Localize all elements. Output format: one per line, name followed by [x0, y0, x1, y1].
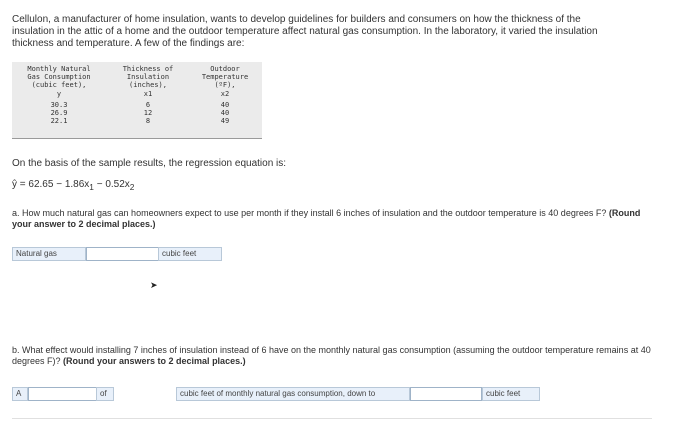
- natural-gas-label: Natural gas: [12, 247, 86, 261]
- regression-intro: On the basis of the sample results, the regression equation is:: [12, 158, 287, 169]
- natural-gas-input[interactable]: [86, 247, 162, 261]
- column-outdoor-temperature: [188, 65, 262, 125]
- answer-b-prefix-label: A: [12, 387, 28, 401]
- new-consumption-input[interactable]: [410, 387, 482, 401]
- intro-line: Cellulon, a manufacturer of home insulation, wants to develop guidelines for builders and consumers on how the thickness of the: [12, 14, 581, 25]
- column-symbol: x2: [220, 90, 230, 98]
- table-cell: 40: [220, 101, 230, 109]
- column-header: Temperature: [201, 73, 249, 81]
- column-header: Monthly Natural: [27, 65, 91, 73]
- column-header: Outdoor: [210, 65, 240, 73]
- table-cell: 49: [220, 117, 230, 125]
- table-cell: 26.9: [50, 109, 68, 117]
- column-header: (cubic feet),: [31, 81, 87, 89]
- column-header: (ºF),: [214, 81, 236, 89]
- question-b-text: b. What effect would installing 7 inches of insulation instead of 6 have on the monthly natural gas consumption (assuming the outdoor temperature remains at 40 degrees F)?: [12, 345, 651, 366]
- intro-line: thickness and temperature. A few of the findings are:: [12, 38, 245, 49]
- column-header: (inches),: [129, 81, 167, 89]
- consumption-down-to-label: cubic feet of monthly natural gas consumption, down to: [176, 387, 410, 401]
- column-header: Insulation: [126, 73, 170, 81]
- column-insulation-thickness: [108, 65, 188, 125]
- y-hat: ŷ: [12, 179, 17, 190]
- change-amount-input[interactable]: [28, 387, 100, 401]
- table-cell: 12: [143, 109, 153, 117]
- question-b-instruction: (Round your answers to 2 decimal places.): [63, 356, 246, 366]
- question-a-instruction: (Round your answer to 2 decimal places.): [12, 208, 641, 229]
- column-symbol: y: [56, 90, 62, 98]
- table-cell: 8: [145, 117, 151, 125]
- column-header: Thickness of: [122, 65, 174, 73]
- question-a: [12, 208, 652, 230]
- column-header: Gas Consumption: [27, 73, 91, 81]
- column-symbol: x1: [143, 90, 153, 98]
- problem-intro: [12, 14, 652, 50]
- table-cell: 40: [220, 109, 230, 117]
- findings-table: [12, 62, 262, 139]
- table-cell: 6: [145, 101, 151, 109]
- question-a-text: a. How much natural gas can homeowners expect to use per month if they install 6 inches of insulation and the outdoor temperature is 40 degrees F?: [12, 208, 609, 218]
- equation-subscript: 1: [89, 182, 94, 192]
- cubic-feet-unit-b: cubic feet: [482, 387, 540, 401]
- of-label: of: [96, 387, 114, 401]
- equation-part: = 62.65 − 1.86x: [17, 179, 90, 190]
- regression-equation: [12, 179, 134, 192]
- table-cell: 22.1: [50, 117, 68, 125]
- divider: [12, 418, 652, 419]
- equation-subscript: 2: [129, 182, 135, 192]
- question-b: [12, 345, 652, 367]
- column-gas-consumption: [16, 65, 102, 125]
- mouse-pointer-icon: ➤: [150, 280, 158, 290]
- table-cell: 30.3: [50, 101, 68, 109]
- answer-row-b: [12, 387, 652, 401]
- cubic-feet-unit: cubic feet: [158, 247, 222, 261]
- equation-part: − 0.52x: [93, 179, 130, 190]
- intro-line: insulation in the attic of a home and the outdoor temperature affect natural gas consumption. In the laboratory, it varied the insulation: [12, 26, 598, 37]
